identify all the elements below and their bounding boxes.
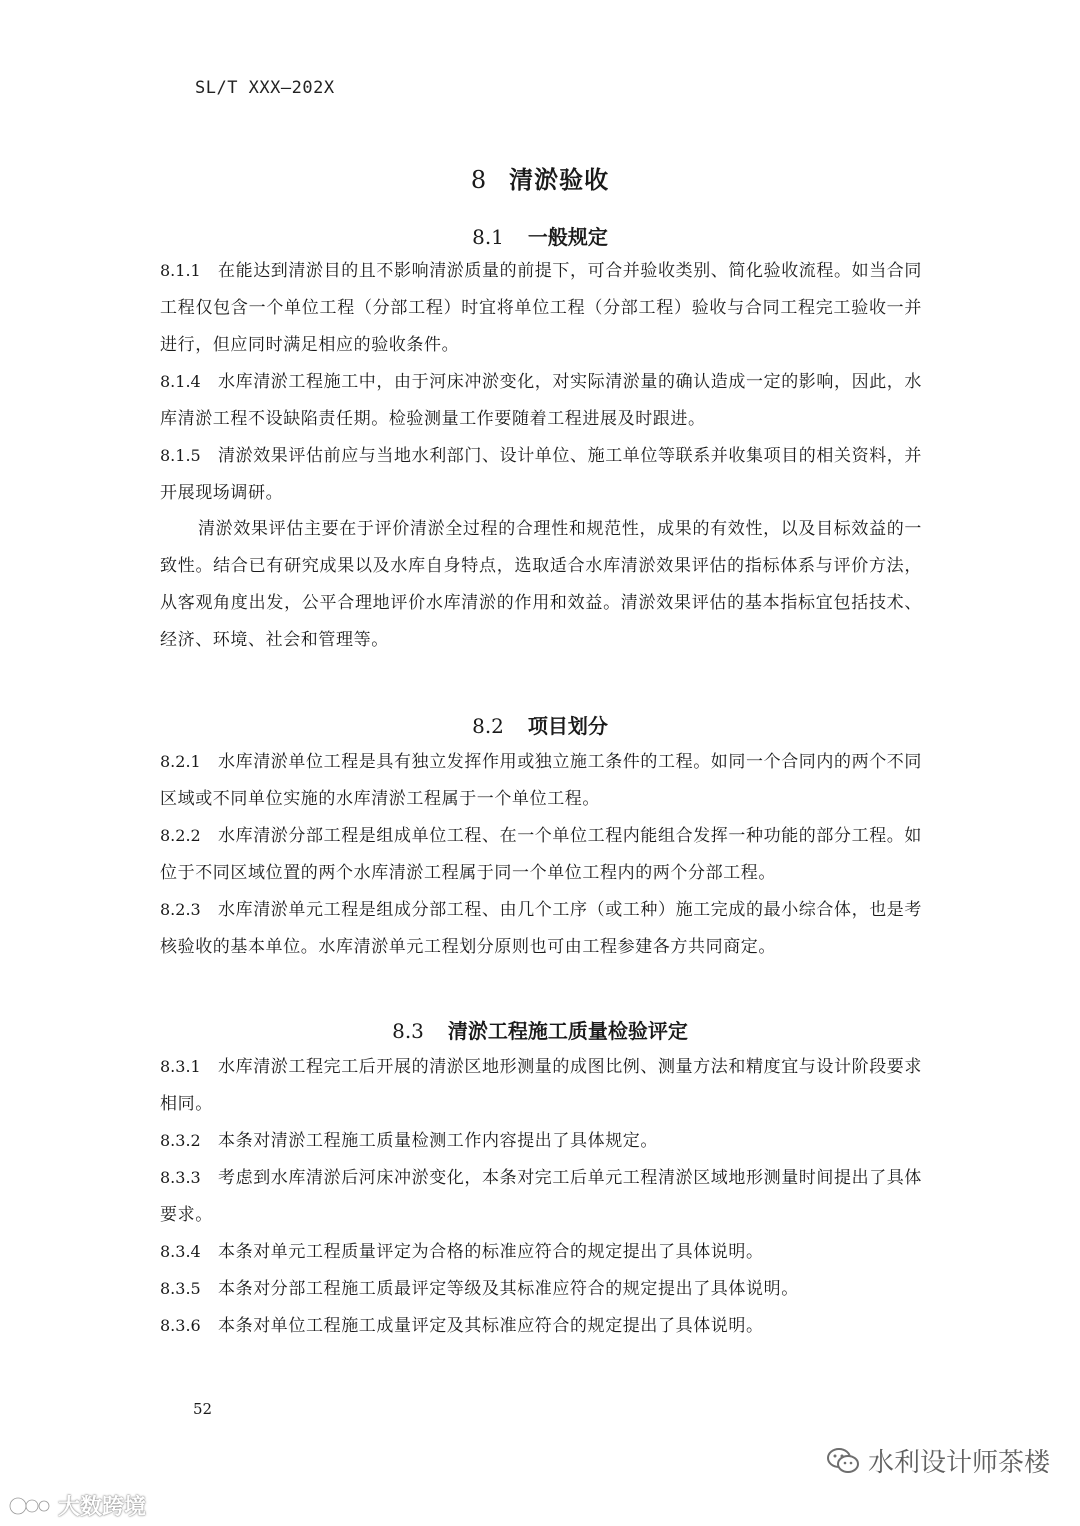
watermark-brand xyxy=(8,1490,146,1521)
clause-number: 8.2.3 xyxy=(160,900,201,919)
clause-text: 本条对单位工程施工成量评定及其标准应符合的规定提出了具体说明。 xyxy=(218,1316,764,1336)
clause-number: 8.3.3 xyxy=(160,1168,201,1187)
clause xyxy=(160,363,922,438)
clause xyxy=(160,1048,922,1123)
clause-text: 水库清淤工程完工后开展的清淤区地形测量的成图比例、测量方法和精度宜与设计阶段要求相同。 xyxy=(160,1057,922,1114)
watermark-text: 水利设计师茶楼 xyxy=(867,1448,1050,1478)
watermark-wechat xyxy=(826,1442,1050,1479)
clause-number: 8.1.5 xyxy=(160,446,201,465)
clause xyxy=(160,1122,922,1160)
clause-text: 水库清淤单位工程是具有独立发挥作用或独立施工条件的工程。如同一个合同内的两个不同区域或不同单位实施的水库清淤工程属于一个单位工程。 xyxy=(160,752,922,809)
brand-logo-icon xyxy=(8,1493,52,1519)
chapter-number: 8 xyxy=(470,166,488,194)
section-title xyxy=(0,710,1080,739)
clause-number: 8.3.6 xyxy=(160,1316,201,1335)
clause-text: 清淤效果评估主要在于评价清淤全过程的合理性和规范性，成果的有效性，以及目标效益的一致性。结合已有研究成果以及水库自身特点，选取适合水库清淤效果评估的指标体系与评价方法，从客观角度出发，公平合理地评价水库清淤的作用和效益。清淤效果评估的基本指标宜包括技术、经济、环境、社会和管理等。 xyxy=(160,519,922,650)
clause-number: 8.2.1 xyxy=(160,752,201,771)
clause-text: 水库清淤工程施工中，由于河床冲淤变化，对实际清淤量的确认造成一定的影响，因此，水库清淤工程不设缺陷责任期。检验测量工作要随着工程进展及时跟进。 xyxy=(160,372,922,429)
chapter-title xyxy=(0,160,1080,195)
clause-number: 8.1.4 xyxy=(160,372,201,391)
clause-text: 水库清淤单元工程是组成分部工程、由几个工序（或工种）施工完成的最小综合体，也是考核验收的基本单位。水库清淤单元工程划分原则也可由工程参建各方共同商定。 xyxy=(160,900,922,957)
chapter-title-text: 清淤验收 xyxy=(509,165,610,194)
clause-text: 清淤效果评估前应与当地水利部门、设计单位、施工单位等联系并收集项目的相关资料，并开展现场调研。 xyxy=(160,446,922,503)
clause xyxy=(160,891,922,966)
page-number: 52 xyxy=(193,1400,213,1418)
clause xyxy=(160,817,922,892)
section-title xyxy=(0,1015,1080,1044)
clause-text: 在能达到清淤目的且不影响清淤质量的前提下，可合并验收类别、简化验收流程。如当合同工程仅包含一个单位工程（分部工程）时宜将单位工程（分部工程）验收与合同工程完工验收一并进行，但应同时满足相应的验收条件。 xyxy=(160,261,922,355)
clause-number: 8.3.1 xyxy=(160,1057,201,1076)
section-title-text: 清淤工程施工质量检验评定 xyxy=(447,1019,688,1043)
section-title-text: 一般规定 xyxy=(527,225,608,249)
clause-number: 8.3.2 xyxy=(160,1131,201,1150)
section-number: 8.3 xyxy=(392,1019,424,1043)
clause-number: 8.3.4 xyxy=(160,1242,201,1261)
clause xyxy=(160,1159,922,1234)
clause-number: 8.3.5 xyxy=(160,1279,201,1298)
clause-text: 本条对清淤工程施工质量检测工作内容提出了具体规定。 xyxy=(218,1131,658,1151)
document-code: SL/T XXX—202X xyxy=(195,78,335,98)
clause xyxy=(160,1307,922,1345)
clause xyxy=(160,1270,922,1308)
clause-number: 8.1.1 xyxy=(160,261,201,280)
clause xyxy=(160,252,922,364)
wechat-icon xyxy=(826,1446,860,1476)
section-number: 8.2 xyxy=(472,714,504,738)
clause xyxy=(160,743,922,818)
section-title xyxy=(0,221,1080,250)
clause-text: 考虑到水库清淤后河床冲淤变化，本条对完工后单元工程清淤区域地形测量时间提出了具体要求。 xyxy=(160,1168,922,1225)
clause-text: 水库清淤分部工程是组成单位工程、在一个单位工程内能组合发挥一种功能的部分工程。如位于不同区域位置的两个水库清淤工程属于同一个单位工程内的两个分部工程。 xyxy=(160,826,922,883)
clause-text: 本条对分部工程施工质最评定等级及其标准应符合的规定提出了具体说明。 xyxy=(218,1279,799,1299)
section-title-text: 项目划分 xyxy=(527,714,608,738)
clause xyxy=(160,437,922,512)
clause-text: 本条对单元工程质量评定为合格的标准应符合的规定提出了具体说明。 xyxy=(218,1242,764,1262)
clause-number: 8.2.2 xyxy=(160,826,201,845)
watermark-text: 大数跨境 xyxy=(58,1495,147,1520)
section-number: 8.1 xyxy=(472,225,504,249)
clause xyxy=(160,1233,922,1271)
clause-paragraph xyxy=(160,511,922,659)
